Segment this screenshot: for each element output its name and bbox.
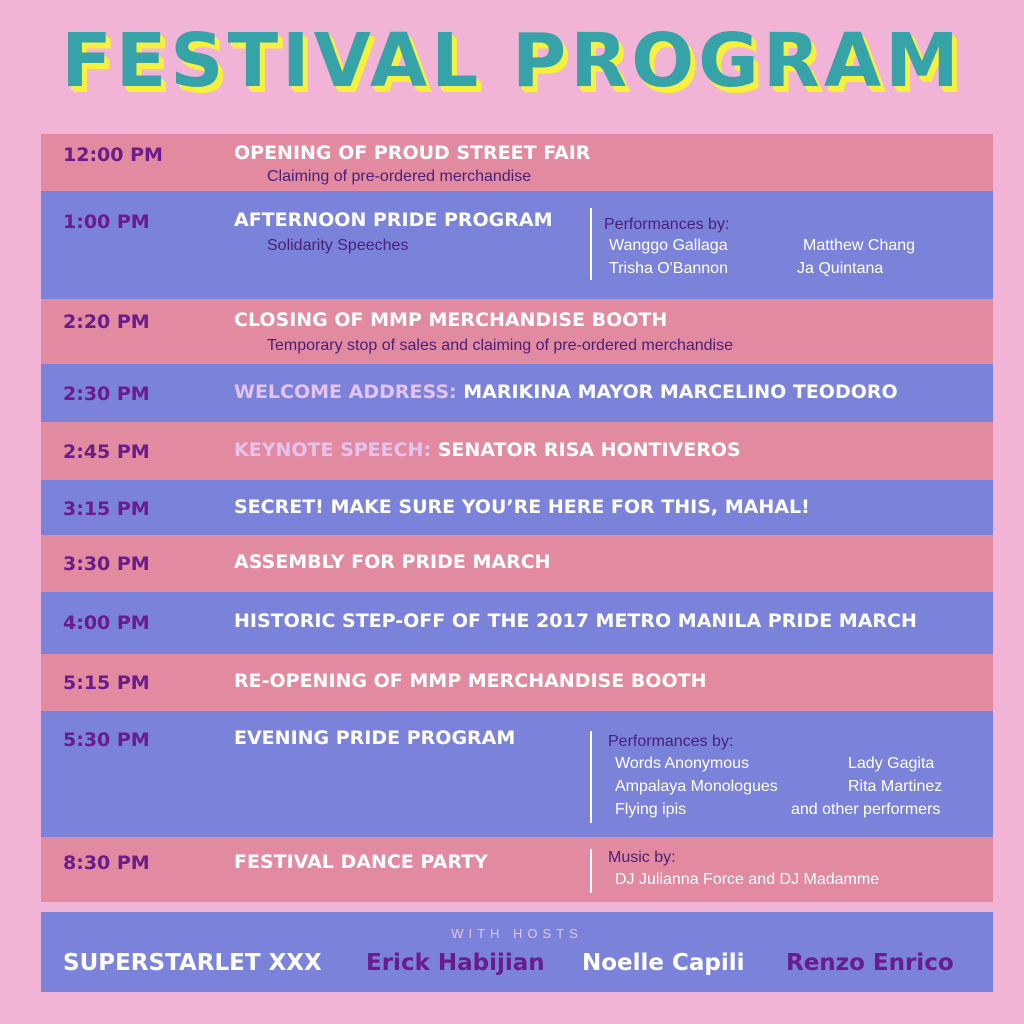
host-name: SUPERSTARLET XXX xyxy=(63,950,322,976)
performer-name: Flying ipis xyxy=(615,801,687,818)
event-title: OPENING OF PROUD STREET FAIR xyxy=(234,142,591,164)
event-subtitle: Temporary stop of sales and claiming of pre-ordered merchandise xyxy=(267,337,734,354)
time-label: 3:15 PM xyxy=(63,498,150,520)
time-label: 2:30 PM xyxy=(63,383,150,405)
schedule-row-0400 xyxy=(41,592,993,654)
performer-name: Words Anonymous xyxy=(615,755,749,772)
performers-label: Music by: xyxy=(608,849,676,866)
performer-name: and other performers xyxy=(791,801,941,818)
host-name: Noelle Capili xyxy=(582,950,745,976)
event-title: AFTERNOON PRIDE PROGRAM xyxy=(234,209,553,231)
hosts-label: WITH HOSTS xyxy=(451,926,583,941)
host-name: Renzo Enrico xyxy=(786,950,954,976)
performer-name: Ampalaya Monologues xyxy=(615,778,778,795)
column-divider xyxy=(590,731,592,823)
schedule-row-0530 xyxy=(41,711,993,837)
schedule-row-0230 xyxy=(41,364,993,422)
time-label: 12:00 PM xyxy=(63,144,163,166)
performers-label: Performances by: xyxy=(608,733,734,750)
schedule-row-0100 xyxy=(41,191,993,299)
schedule-row-0220 xyxy=(41,299,993,364)
event-title: CLOSING OF MMP MERCHANDISE BOOTH xyxy=(234,309,668,331)
performer-name: DJ Julianna Force and DJ Madamme xyxy=(615,871,880,888)
event-title: FESTIVAL DANCE PARTY xyxy=(234,851,488,873)
event-title: ASSEMBLY FOR PRIDE MARCH xyxy=(234,551,551,573)
time-label: 2:20 PM xyxy=(63,311,150,333)
schedule-row-0515 xyxy=(41,654,993,711)
event-title xyxy=(234,439,741,461)
host-name: Erick Habijian xyxy=(366,950,545,976)
event-title: HISTORIC STEP-OFF OF THE 2017 METRO MANILA PRIDE MARCH xyxy=(234,610,917,632)
schedule-row-0830 xyxy=(41,837,993,902)
time-label: 1:00 PM xyxy=(63,211,150,233)
event-subtitle: Solidarity Speeches xyxy=(267,237,409,254)
event-title: SECRET! MAKE SURE YOU’RE HERE FOR THIS, MAHAL! xyxy=(234,496,810,518)
schedule-row-0330 xyxy=(41,535,993,592)
event-title: RE-OPENING OF MMP MERCHANDISE BOOTH xyxy=(234,670,707,692)
performer-name: Matthew Chang xyxy=(803,237,916,254)
time-label: 4:00 PM xyxy=(63,612,150,634)
page-title: FESTIVAL PROGRAM xyxy=(61,18,963,104)
schedule-row-0315 xyxy=(41,480,993,535)
event-speaker: MARIKINA MAYOR MARCELINO TEODORO xyxy=(463,381,898,403)
event-speaker: SENATOR RISA HONTIVEROS xyxy=(437,439,741,461)
event-lead-label: WELCOME ADDRESS: xyxy=(234,381,457,403)
schedule-row-0245 xyxy=(41,422,993,480)
hosts-panel xyxy=(41,912,993,992)
time-label: 5:30 PM xyxy=(63,729,150,751)
time-label: 5:15 PM xyxy=(63,672,150,694)
performer-name: Ja Quintana xyxy=(797,260,884,277)
column-divider xyxy=(590,208,592,280)
column-divider xyxy=(590,849,592,893)
event-subtitle: Claiming of pre-ordered merchandise xyxy=(267,168,532,185)
schedule-row-1200 xyxy=(41,134,993,191)
event-title xyxy=(234,381,898,403)
performers-label: Performances by: xyxy=(604,216,730,233)
event-lead-label: KEYNOTE SPEECH: xyxy=(234,439,432,461)
time-label: 2:45 PM xyxy=(63,441,150,463)
event-title: EVENING PRIDE PROGRAM xyxy=(234,727,516,749)
performer-name: Lady Gagita xyxy=(848,755,935,772)
performer-name: Trisha O'Bannon xyxy=(609,260,728,277)
performer-name: Wanggo Gallaga xyxy=(609,237,728,254)
time-label: 3:30 PM xyxy=(63,553,150,575)
time-label: 8:30 PM xyxy=(63,852,150,874)
performer-name: Rita Martinez xyxy=(848,778,943,795)
